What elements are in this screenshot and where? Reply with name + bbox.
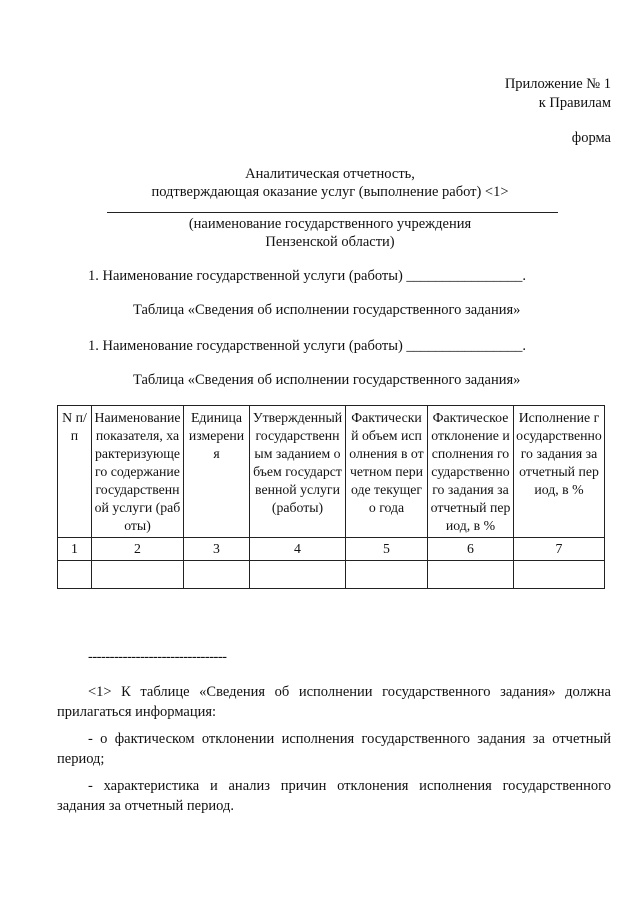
header-cell: Исполнение государственного задания за отчетный период, в % (514, 406, 605, 538)
number-cell: 7 (514, 538, 605, 561)
header-cell: Единица измерения (184, 406, 250, 538)
header-cell: N п/п (58, 406, 92, 538)
empty-cell (184, 561, 250, 589)
table-number-row (58, 538, 605, 561)
execution-table (57, 405, 605, 589)
footnote-separator: -------------------------------- (88, 649, 227, 665)
table-caption-1: Таблица «Сведения об исполнении государственного задания» (133, 302, 521, 318)
table-caption-2: Таблица «Сведения об исполнении государственного задания» (133, 372, 521, 388)
number-cell: 2 (92, 538, 184, 561)
empty-cell (428, 561, 514, 589)
table-header-row (58, 406, 605, 538)
service-name-1: 1. Наименование государственной услуги (работы) ________________. (88, 268, 527, 284)
org-caption-line2: Пензенской области) (265, 234, 395, 250)
number-cell: 5 (346, 538, 428, 561)
empty-cell (250, 561, 346, 589)
footnote-paragraph-2: - о фактическом отклонении исполнения государственного задания за отчетный период; (57, 731, 611, 767)
service-name-2: 1. Наименование государственной услуги (работы) ________________. (88, 338, 527, 354)
number-cell: 3 (184, 538, 250, 561)
empty-cell (514, 561, 605, 589)
org-name-blank-line (107, 212, 558, 213)
doc-title-line1: Аналитическая отчетность, (245, 166, 415, 182)
empty-cell (58, 561, 92, 589)
empty-cell (92, 561, 184, 589)
empty-cell (346, 561, 428, 589)
header-cell: Утвержденный государственным заданием объем государственной услуги (работы) (250, 406, 346, 538)
number-cell: 1 (58, 538, 92, 561)
header-cell: Наименование показателя, характеризующего содержание государственной услуги (работы) (92, 406, 184, 538)
number-cell: 4 (250, 538, 346, 561)
header-cell: Фактическое отклонение исполнения государственного задания за отчетный период, в % (428, 406, 514, 538)
appendix-label: Приложение № 1 (504, 76, 611, 92)
footnote-paragraph-1: <1> К таблице «Сведения об исполнении государственного задания» должна прилагаться информация: (57, 684, 611, 720)
number-cell: 6 (428, 538, 514, 561)
footnote-paragraph-3: - характеристика и анализ причин отклонения исполнения государственного задания за отчетный период. (57, 778, 611, 814)
table-empty-row (58, 561, 605, 589)
rules-label: к Правилам (538, 95, 611, 111)
org-caption-line1: (наименование государственного учреждения (188, 216, 472, 232)
header-cell: Фактический объем исполнения в отчетном периоде текущего года (346, 406, 428, 538)
doc-title-line2: подтверждающая оказание услуг (выполнение работ) <1> (151, 184, 509, 200)
form-label: форма (571, 130, 611, 146)
